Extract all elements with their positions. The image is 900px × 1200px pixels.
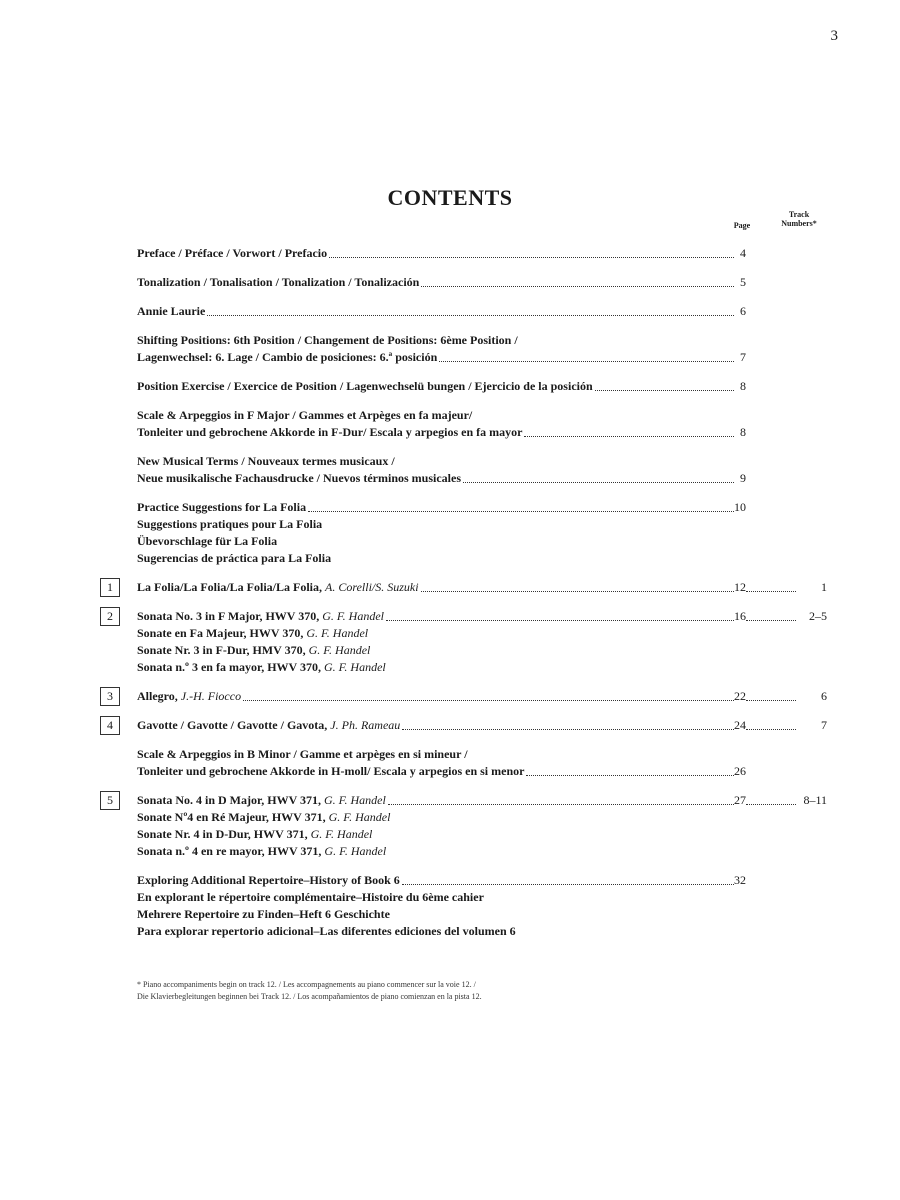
page-number-cell: 16 bbox=[734, 609, 746, 623]
entry-text: Allegro, bbox=[137, 689, 181, 703]
entry-text: Neue musikalische Fachausdrucke / Nuevos términos musicales bbox=[137, 471, 461, 485]
entry-text: Exploring Additional Repertoire–History of Book 6 bbox=[137, 873, 400, 887]
page-number-cell: 26 bbox=[734, 764, 746, 778]
track-number-cell: 2–5 bbox=[809, 609, 827, 623]
entry-text: Sonata n.º 3 en fa mayor, HWV 370, bbox=[137, 660, 324, 674]
cd-track-box: 4 bbox=[100, 716, 120, 735]
page-number-cell: 8 bbox=[740, 425, 746, 439]
page-number-cell: 10 bbox=[734, 500, 746, 514]
composer-name: A. Corelli/S. Suzuki bbox=[325, 580, 419, 594]
entry-text: Preface / Préface / Vorwort / Prefacio bbox=[137, 246, 328, 260]
toc-line bbox=[0, 333, 900, 350]
page-column-header: Page bbox=[733, 221, 751, 230]
toc-line bbox=[0, 718, 900, 735]
toc-line bbox=[0, 350, 900, 367]
toc-line bbox=[0, 580, 900, 597]
toc-entry-title bbox=[137, 890, 484, 905]
toc-line bbox=[0, 924, 900, 941]
toc-entry-title bbox=[137, 333, 518, 348]
toc-entry-title bbox=[137, 517, 322, 532]
toc-entry-title bbox=[137, 810, 390, 825]
toc-line bbox=[0, 827, 900, 844]
toc-entry bbox=[0, 500, 900, 568]
composer-name: G. F. Handel bbox=[310, 827, 373, 841]
track-number-cell: 8–11 bbox=[803, 793, 827, 807]
footnote-line: Die Klavierbegleitungen beginnen bei Track 12. / Los acompañamientos de piano comienzan en la pista 12. bbox=[137, 992, 482, 1001]
composer-name: J.-H. Fiocco bbox=[180, 689, 242, 703]
entry-text: Sonata n.º 4 en re mayor, HWV 371, bbox=[137, 844, 325, 858]
toc-line bbox=[0, 643, 900, 660]
toc-line bbox=[0, 747, 900, 764]
dot-leader bbox=[524, 436, 734, 437]
entry-text: Sonate Nº4 en Ré Majeur, HWV 371, bbox=[137, 810, 329, 824]
toc-entry-title bbox=[137, 747, 468, 762]
toc-entry bbox=[0, 747, 900, 781]
composer-name: G. F. Handel bbox=[322, 609, 385, 623]
toc-entry-title bbox=[137, 500, 306, 515]
toc-entry bbox=[0, 873, 900, 941]
toc-entry bbox=[0, 793, 900, 861]
toc-line bbox=[0, 689, 900, 706]
toc-line bbox=[0, 517, 900, 534]
toc-line bbox=[0, 275, 900, 292]
dot-leader bbox=[329, 257, 734, 258]
composer-name: G. F. Handel bbox=[324, 793, 386, 807]
dot-leader bbox=[243, 700, 734, 701]
toc-entry-title bbox=[137, 626, 368, 641]
entry-text: Tonleiter und gebrochene Akkorde in F-Dur/ Escala y arpegios en fa mayor bbox=[137, 425, 523, 439]
composer-name: G. F. Handel bbox=[324, 844, 387, 858]
toc-line bbox=[0, 471, 900, 488]
entry-text: Sonata No. 4 in D Major, HWV 371, bbox=[137, 793, 325, 807]
toc-entry-title bbox=[137, 534, 277, 549]
composer-name: G. F. Handel bbox=[306, 626, 369, 640]
toc-entry bbox=[0, 408, 900, 442]
toc-line bbox=[0, 379, 900, 396]
toc-entry-title bbox=[137, 304, 205, 319]
entry-text: Tonleiter und gebrochene Akkorde in H-moll/ Escala y arpegios en si menor bbox=[137, 764, 525, 778]
entry-text: Scale & Arpeggios in F Major / Gammes et Arpèges en fa majeur/ bbox=[137, 408, 473, 422]
toc-line bbox=[0, 425, 900, 442]
entry-text: Position Exercise / Exercice de Position / Lagenwechselü bungen / Ejercicio de la posición bbox=[137, 379, 593, 393]
toc-line bbox=[0, 500, 900, 517]
page-number-cell: 22 bbox=[734, 689, 746, 703]
page-number-cell: 12 bbox=[734, 580, 746, 594]
cd-track-box: 1 bbox=[100, 578, 120, 597]
toc-line bbox=[0, 551, 900, 568]
entry-text: La Folia/La Folia/La Folia/La Folia, bbox=[137, 580, 326, 594]
dot-leader bbox=[463, 482, 734, 483]
page-number-cell: 27 bbox=[734, 793, 746, 807]
toc-line bbox=[0, 810, 900, 827]
toc-line bbox=[0, 626, 900, 643]
toc-line bbox=[0, 907, 900, 924]
toc-entry bbox=[0, 304, 900, 321]
composer-name: J. Ph. Rameau bbox=[330, 718, 401, 732]
toc-entry-title bbox=[137, 827, 372, 842]
entry-text: Tonalization / Tonalisation / Tonalization / Tonalización bbox=[137, 275, 420, 289]
toc-entry-title bbox=[137, 643, 370, 658]
toc-entry-title bbox=[137, 793, 386, 808]
toc-line bbox=[0, 873, 900, 890]
toc-entry-title bbox=[137, 844, 386, 859]
toc-entry-title bbox=[137, 454, 395, 469]
toc-entry-title bbox=[137, 873, 400, 888]
toc-entry-title bbox=[137, 924, 516, 939]
entry-text: Sonata No. 3 in F Major, HWV 370, bbox=[137, 609, 323, 623]
composer-name: G. F. Handel bbox=[323, 660, 386, 674]
toc-line bbox=[0, 890, 900, 907]
toc-entry-title bbox=[137, 764, 524, 779]
page-number-cell: 4 bbox=[740, 246, 746, 260]
entry-text: Suggestions pratiques pour La Folia bbox=[137, 517, 323, 531]
toc-line bbox=[0, 408, 900, 425]
dot-leader bbox=[421, 591, 734, 592]
toc-entry-title bbox=[137, 471, 461, 486]
footnote bbox=[137, 979, 482, 1003]
page-number-cell: 24 bbox=[734, 718, 746, 732]
dot-leader bbox=[386, 620, 734, 621]
toc-entry bbox=[0, 718, 900, 735]
toc-line bbox=[0, 534, 900, 551]
dot-leader bbox=[388, 804, 734, 805]
cd-track-box: 2 bbox=[100, 607, 120, 626]
entry-text: Shifting Positions: 6th Position / Changement de Positions: 6ème Position / bbox=[137, 333, 518, 347]
page-number: 3 bbox=[830, 28, 838, 44]
entry-text: Mehrere Repertoire zu Finden–Heft 6 Geschichte bbox=[137, 907, 390, 921]
entry-text: Practice Suggestions for La Folia bbox=[137, 500, 307, 514]
entry-text: Sonate Nr. 3 in F-Dur, HMV 370, bbox=[137, 643, 309, 657]
toc-entry-title bbox=[137, 379, 593, 394]
page-number-cell: 32 bbox=[734, 873, 746, 887]
track-number-cell: 7 bbox=[821, 718, 827, 732]
entry-text: New Musical Terms / Nouveaux termes musicaux / bbox=[137, 454, 395, 468]
toc-entry bbox=[0, 454, 900, 488]
toc-line bbox=[0, 304, 900, 321]
toc-entry-title bbox=[137, 275, 419, 290]
composer-name: G. F. Handel bbox=[328, 810, 391, 824]
toc-entry-title bbox=[137, 350, 437, 365]
entry-text: Para explorar repertorio adicional–Las diferentes ediciones del volumen 6 bbox=[137, 924, 516, 938]
toc-entry-title bbox=[137, 907, 390, 922]
toc-line bbox=[0, 660, 900, 677]
page-number-cell: 9 bbox=[740, 471, 746, 485]
page-number-cell: 6 bbox=[740, 304, 746, 318]
page-number-cell: 7 bbox=[740, 350, 746, 364]
toc-line bbox=[0, 764, 900, 781]
cd-track-box: 3 bbox=[100, 687, 120, 706]
entry-text: Lagenwechsel: 6. Lage / Cambio de posiciones: 6.ª posición bbox=[137, 350, 438, 364]
page-number-cell: 8 bbox=[740, 379, 746, 393]
dot-leader bbox=[207, 315, 734, 316]
toc-line bbox=[0, 609, 900, 626]
entry-text: Annie Laurie bbox=[137, 304, 206, 318]
toc-line bbox=[0, 793, 900, 810]
entry-text: En explorant le répertoire complémentaire–Histoire du 6ème cahier bbox=[137, 890, 484, 904]
dot-leader bbox=[526, 775, 734, 776]
entry-text: Sonate en Fa Majeur, HWV 370, bbox=[137, 626, 307, 640]
track-number-cell: 1 bbox=[821, 580, 827, 594]
entry-text: Übevorschlage für La Folia bbox=[137, 534, 278, 548]
cd-track-box: 5 bbox=[100, 791, 120, 810]
dot-leader bbox=[421, 286, 734, 287]
track-column-header: Track Numbers* bbox=[781, 210, 817, 228]
toc-entry bbox=[0, 275, 900, 292]
toc-entry-title bbox=[137, 580, 419, 595]
page-title: CONTENTS bbox=[387, 185, 513, 210]
toc-line bbox=[0, 844, 900, 861]
dot-leader bbox=[402, 884, 734, 885]
toc-entry bbox=[0, 333, 900, 367]
dot-leader bbox=[402, 729, 734, 730]
toc-entry-title bbox=[137, 425, 522, 440]
toc-entry-title bbox=[137, 689, 241, 704]
toc-entry bbox=[0, 379, 900, 396]
composer-name: G. F. Handel bbox=[308, 643, 371, 657]
dot-leader bbox=[439, 361, 734, 362]
track-number-cell: 6 bbox=[821, 689, 827, 703]
toc-entry bbox=[0, 609, 900, 677]
footnote-line: * Piano accompaniments begin on track 12. / Les accompagnements au piano commencer sur la voie 12. / bbox=[137, 980, 476, 989]
entry-text: Scale & Arpeggios in B Minor / Gamme et arpèges en si mineur / bbox=[137, 747, 468, 761]
toc-entry-title bbox=[137, 551, 331, 566]
toc-entry-title bbox=[137, 609, 384, 624]
toc-entry-title bbox=[137, 718, 400, 733]
toc-line bbox=[0, 246, 900, 263]
toc-entry-title bbox=[137, 660, 386, 675]
toc-entry bbox=[0, 246, 900, 263]
table-of-contents bbox=[0, 246, 900, 953]
entry-text: Sugerencias de práctica para La Folia bbox=[137, 551, 332, 565]
toc-entry bbox=[0, 689, 900, 706]
toc-entry-title bbox=[137, 408, 472, 423]
toc-entry-title bbox=[137, 246, 327, 261]
toc-line bbox=[0, 454, 900, 471]
toc-entry bbox=[0, 580, 900, 597]
dot-leader bbox=[308, 511, 734, 512]
page-number-cell: 5 bbox=[740, 275, 746, 289]
entry-text: Sonate Nr. 4 in D-Dur, HWV 371, bbox=[137, 827, 311, 841]
entry-text: Gavotte / Gavotte / Gavotte / Gavota, bbox=[137, 718, 331, 732]
